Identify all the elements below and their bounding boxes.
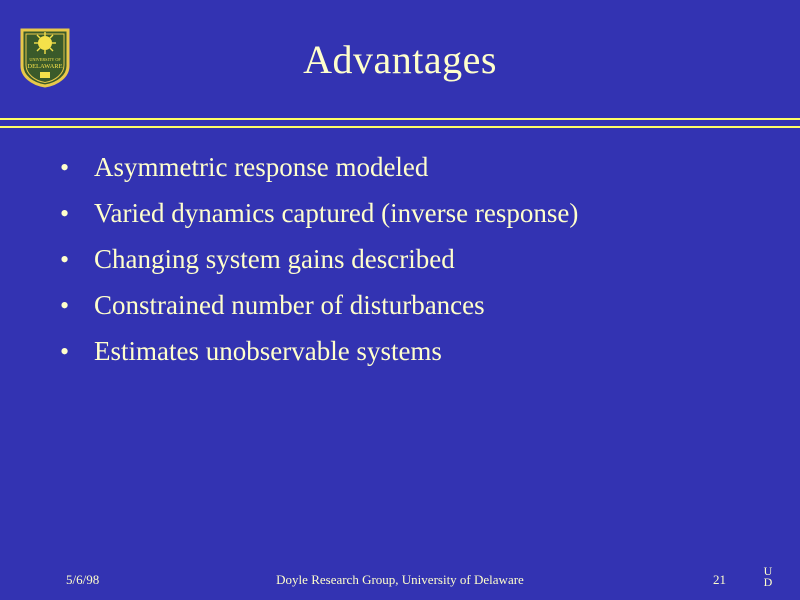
list-item-label: Changing system gains described	[94, 244, 455, 274]
page-number: 21	[713, 572, 726, 587]
divider-line-top	[0, 118, 800, 120]
footer-date: 5/6/98	[66, 572, 100, 587]
page-title: Advantages	[303, 37, 497, 82]
svg-text:DELAWARE: DELAWARE	[27, 63, 63, 70]
bullet-icon: •	[60, 337, 70, 366]
list-item-label: Varied dynamics captured (inverse response)	[94, 198, 579, 228]
list-item	[60, 242, 760, 277]
svg-text:UNIVERSITY OF: UNIVERSITY OF	[29, 57, 61, 62]
list-item	[60, 150, 760, 185]
bullet-icon: •	[60, 291, 70, 320]
list-item-label: Estimates unobservable systems	[94, 336, 442, 366]
ud-monogram-bottom: D	[763, 575, 773, 589]
divider	[0, 118, 800, 130]
bullet-icon: •	[60, 153, 70, 182]
ud-monogram-icon	[757, 566, 779, 588]
list-item	[60, 334, 760, 369]
bullet-list	[60, 150, 760, 380]
ud-monogram-top: U	[763, 564, 773, 578]
list-item	[60, 288, 760, 323]
divider-line-bottom	[0, 126, 800, 128]
list-item-label: Asymmetric response modeled	[94, 152, 429, 182]
list-item-label: Constrained number of disturbances	[94, 290, 485, 320]
list-item	[60, 196, 760, 231]
bullet-icon: •	[60, 199, 70, 228]
bullet-icon: •	[60, 245, 70, 274]
footer-attribution: Doyle Research Group, University of Delaware	[276, 572, 524, 587]
